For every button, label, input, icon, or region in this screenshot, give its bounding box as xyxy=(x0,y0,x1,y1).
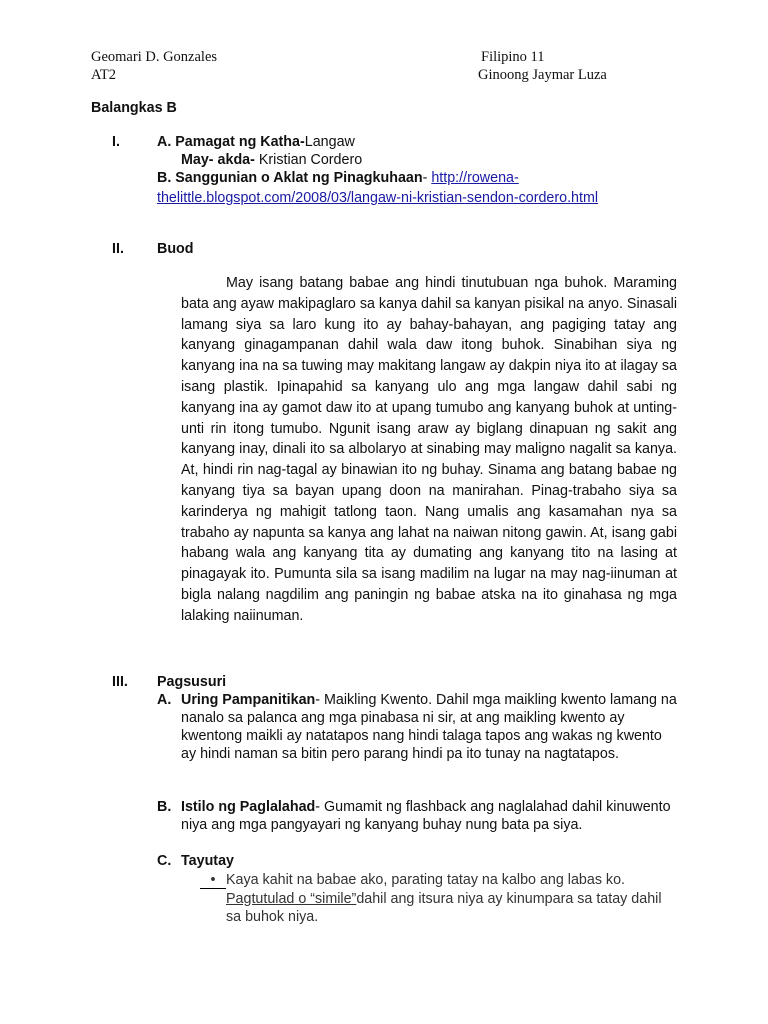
item-a-text: - Maikling Kwento. Dahil mga maikling kwento lamang na nanalo sa palanca ang mga pinabasa ni sir, at ang maikling kwento ay kwentong maikli ay natatapos nang hindi talaga tapos ang wakas ng kwento ay hindi naman sa bitin pero parang hindi pa ito tunay na nagtatapos. xyxy=(181,692,677,762)
author-name: Geomari D. Gonzales xyxy=(91,49,218,65)
analysis-item-a xyxy=(157,691,677,763)
source-separator: - xyxy=(422,170,432,186)
item-c-letter: C. xyxy=(157,853,172,869)
outline-title: Balangkas B xyxy=(91,100,177,116)
figure-explanation: dahil ang itsura niya ay kinumpara sa tatay dahil sa buhok niya. xyxy=(226,890,662,925)
story-author-line xyxy=(181,151,362,169)
item-c-label: Tayutay xyxy=(181,853,234,869)
summary-heading: Buod xyxy=(157,241,194,257)
item-b-letter: B. xyxy=(157,799,172,815)
figure-type: Pagtutulad o “simile” xyxy=(226,890,357,907)
teacher-name: Ginoong Jaymar Luza xyxy=(478,67,607,83)
part3-numeral: III. xyxy=(112,674,128,690)
story-author-label: May- akda- xyxy=(181,152,255,168)
source-link-part1[interactable]: http://rowena- xyxy=(431,170,519,186)
story-author-value: Kristian Cordero xyxy=(254,152,363,168)
subject-label: Filipino 11 xyxy=(481,49,545,65)
story-title-label: A. Pamagat ng Katha- xyxy=(157,134,305,150)
story-title-value: Langaw xyxy=(304,134,355,150)
analysis-heading: Pagsusuri xyxy=(157,674,227,690)
source-link-part2[interactable]: thelittle.blogspot.com/2008/03/langaw-ni-kristian-sendon-cordero.html xyxy=(157,190,599,206)
item-b-text: - Gumamit ng flashback ang naglalahad dahil kinuwento niya ang mga pangyayari ng kanyang buhay nung bata pa siya. xyxy=(181,799,671,833)
summary-paragraph: May isang batang babae ang hindi tinutubuan nga buhok. Maraming bata ang ayaw makipaglaro sa kanya dahil sa kanyan pisikal na anyo. Sinasali lamang siya sa laro kung ito ay bahay-bahayan, ang pagiging tatay ang kanyang ginagampanan dahil wala daw itong buhok. Sinabihan siya ng kanyang ina na sa tuwing may makitang langaw ay dakpin niya ito at ilagay sa isang plastik. Ipinapahid sa kanyang ulo ang mga langaw dahil sabi ng kanyang ina ay gamot daw ito at upang tumubo ang kanyang buhok at unting-unti rin itong tumubo. Ngunit isang araw ay biglang dinapuan ng sakit ang kanyang inay, dinali ito sa albolaryo at sinabing may maligno nagalit sa kanya. At, hindi rin nag-tagal ay binawian ito ng buhay. Sinama ang batang babae ng kanyang tiya sa bayan upang doon na manirahan. Pinag-trabaho siya sa karinderya ng mahigit tatlong taon. Nang umalis ang kasamahan nya sa trabaho ay napunta sa kanya ang lahat na naiwan nitong gawin. At, isang gabi habang wala ang kanyang tita ay dumating ang kanyang tito na lasing at pinagayak ito. Pumunta sila sa isang madilim na lugar na may nag-iinuman at bigla nalang nagdilim ang paningin ng babae atska na ito ginahasa ng mga lalaking naiinuman. xyxy=(181,275,677,624)
item-a-letter: A. xyxy=(157,692,172,708)
bullet-icon: • xyxy=(200,871,226,889)
item-a-label: Uring Pampanitikan xyxy=(181,692,316,708)
story-title-line xyxy=(157,133,355,151)
part1-numeral: I. xyxy=(112,134,120,150)
section-label: AT2 xyxy=(91,67,116,83)
figure-of-speech-item xyxy=(200,871,670,927)
part2-numeral: II. xyxy=(112,241,124,257)
source-link-line2-wrap xyxy=(157,189,598,207)
source-label: B. Sanggunian o Aklat ng Pinagkuhaan xyxy=(157,170,423,186)
analysis-item-c xyxy=(157,852,677,870)
analysis-item-b xyxy=(157,798,677,834)
source-line xyxy=(157,169,519,187)
item-b-label: Istilo ng Paglalahad xyxy=(181,799,316,815)
quote-text: Kaya kahit na babae ako, parating tatay na kalbo ang labas ko. xyxy=(226,872,626,888)
